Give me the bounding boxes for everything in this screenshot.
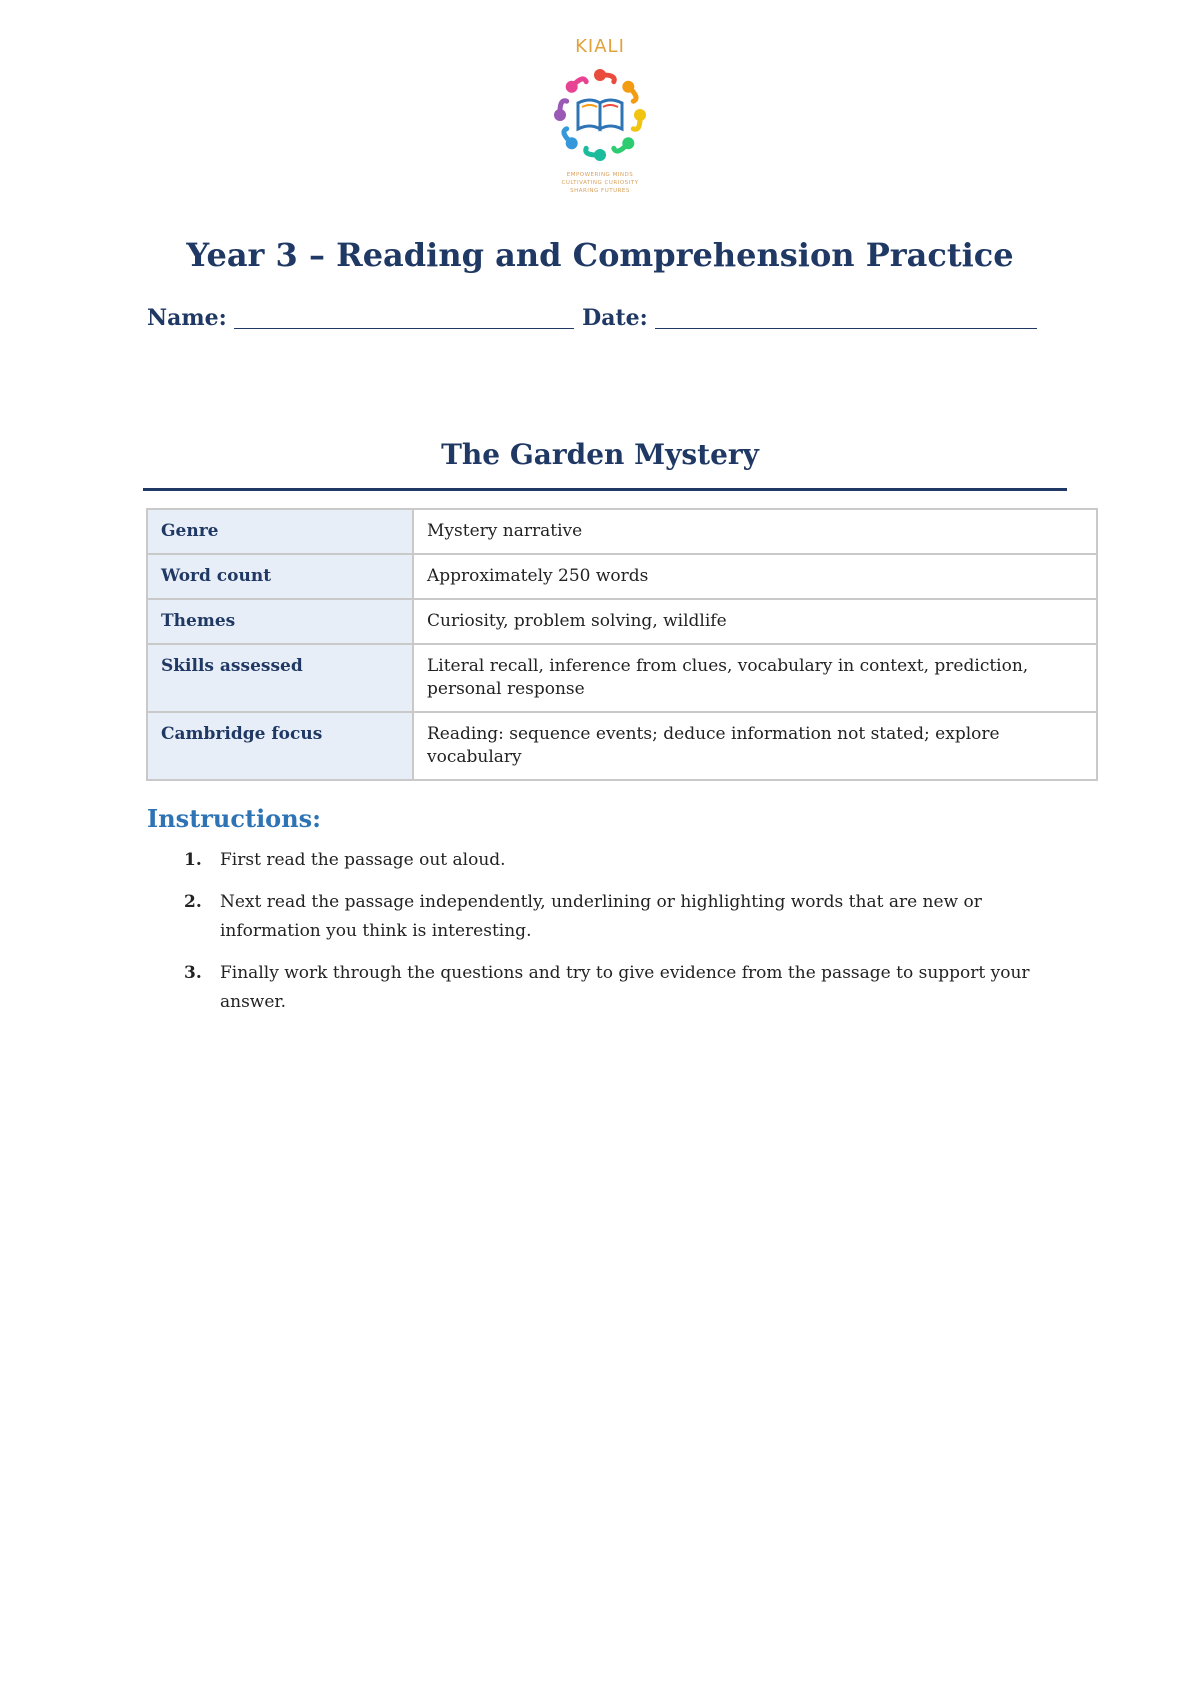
item-text: Next read the passage independently, underlining or highlighting words that are new or information you think is interesting. (220, 892, 982, 941)
date-blank-field[interactable] (655, 308, 1037, 329)
logo-figure-arm (564, 129, 572, 144)
row-value: Mystery narrative (413, 509, 1097, 554)
logo-tagline-1: EMPOWERING MINDS (566, 172, 634, 178)
logo (0, 36, 1200, 195)
item-text: First read the passage out aloud. (220, 850, 506, 870)
row-value: Curiosity, problem solving, wildlife (413, 599, 1097, 644)
item-number: 3. (184, 963, 202, 983)
logo-name: KIALI (575, 36, 625, 57)
item-number: 2. (184, 892, 202, 912)
book-circle-of-people-icon (548, 63, 652, 167)
story-title: The Garden Mystery (441, 438, 759, 471)
item-text: Finally work through the questions and try to give evidence from the passage to support your answer. (220, 963, 1030, 1012)
table-row (147, 712, 1097, 780)
page-title: Year 3 – Reading and Comprehension Practice (186, 236, 1014, 274)
list-item (178, 959, 1048, 1017)
row-label: Word count (147, 554, 413, 599)
list-item (178, 846, 1048, 875)
table-row (147, 644, 1097, 712)
table-row (147, 554, 1097, 599)
row-value: Literal recall, inference from clues, vocabulary in context, prediction, personal response (413, 644, 1097, 712)
name-label: Name: (147, 305, 227, 331)
list-item (178, 888, 1048, 946)
logo-figure-arm (572, 79, 587, 87)
date-label: Date: (582, 305, 648, 331)
row-label: Genre (147, 509, 413, 554)
row-value: Approximately 250 words (413, 554, 1097, 599)
story-info-table (146, 508, 1098, 781)
table-row (147, 509, 1097, 554)
item-number: 1. (184, 850, 202, 870)
name-date-line (147, 305, 1037, 331)
name-blank-field[interactable] (234, 308, 574, 329)
table-row (147, 599, 1097, 644)
row-label: Skills assessed (147, 644, 413, 712)
logo-figure-arm (614, 143, 629, 151)
story-title-divider (143, 488, 1067, 491)
logo-tagline-2: CULTIVATING CURIOSITY (561, 180, 639, 186)
row-label: Themes (147, 599, 413, 644)
logo-tagline-3: SHARING FUTURES (570, 188, 630, 194)
logo-figure-arm (628, 87, 636, 102)
instructions-list (178, 846, 1048, 1030)
instructions-heading: Instructions: (147, 804, 322, 833)
row-label: Cambridge focus (147, 712, 413, 780)
row-value: Reading: sequence events; deduce information not stated; explore vocabulary (413, 712, 1097, 780)
